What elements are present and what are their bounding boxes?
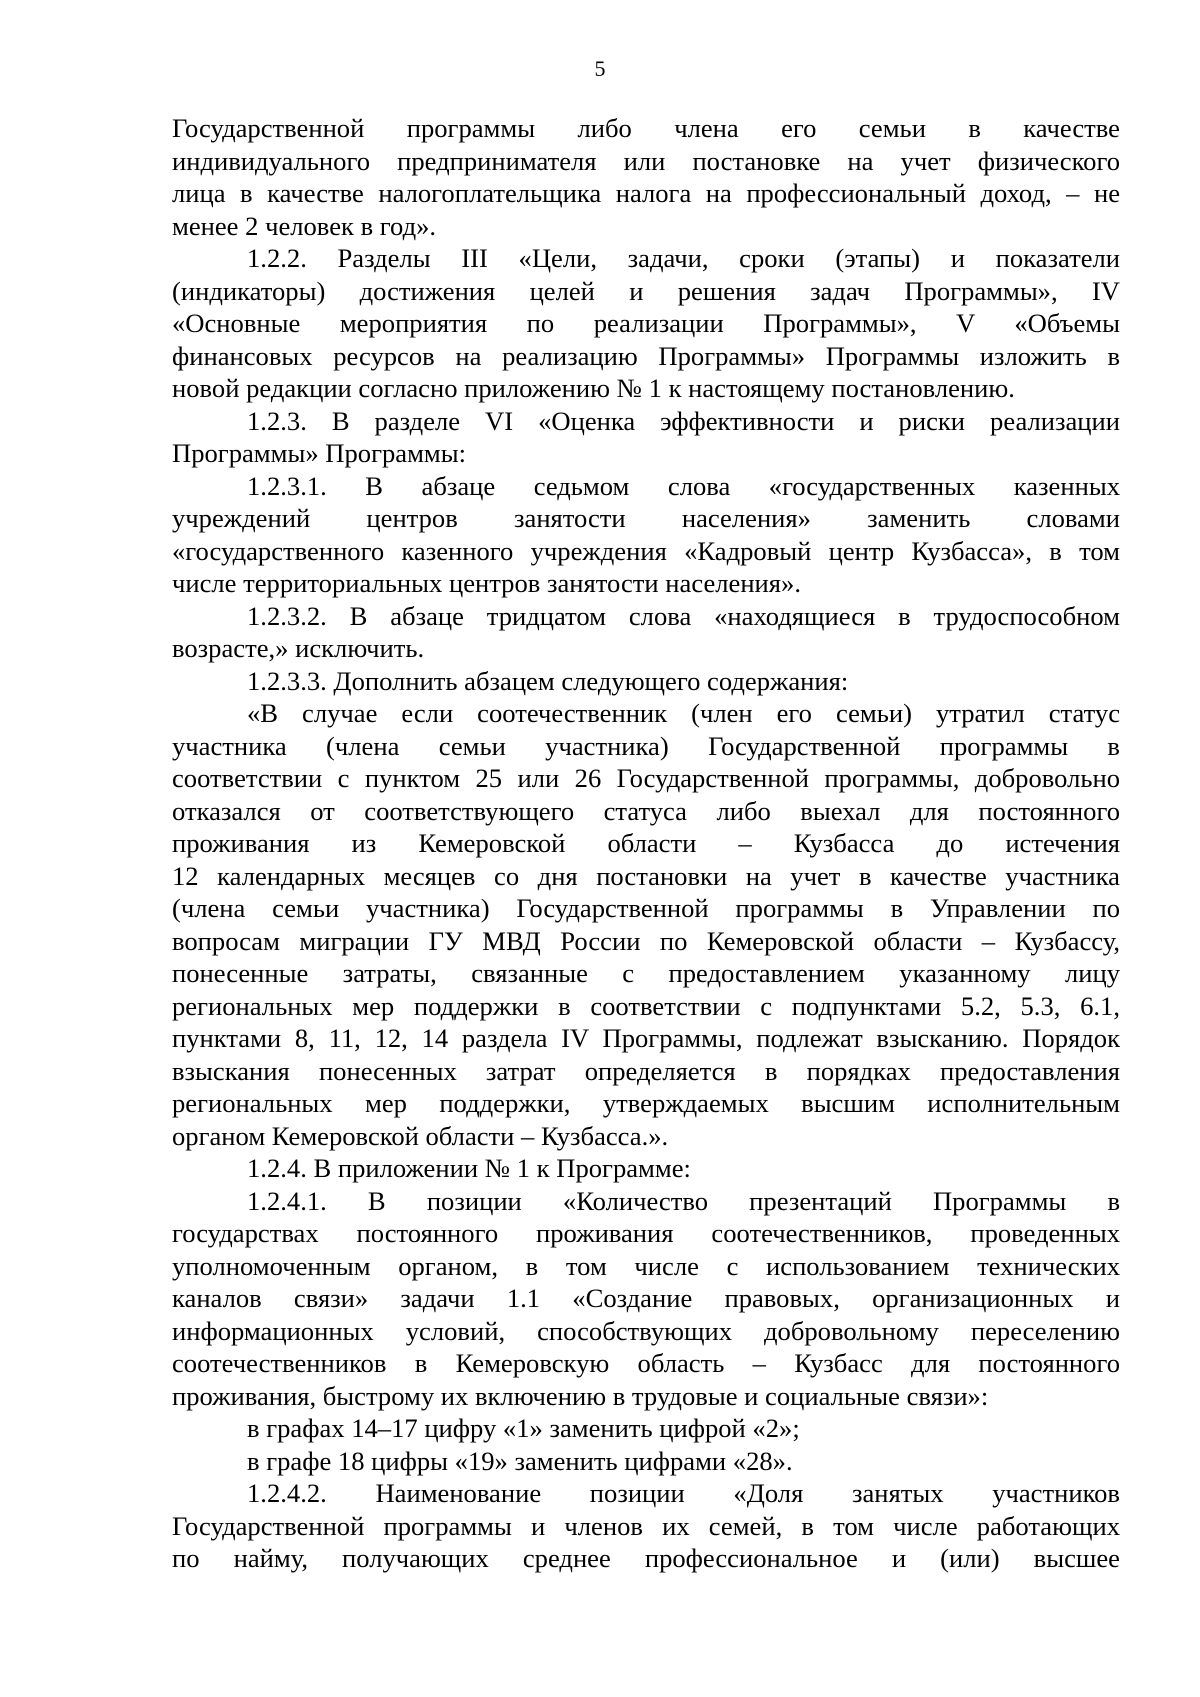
document-body	[172, 112, 1120, 1575]
text-line: информационных условий, способствующих добровольному переселению	[172, 1315, 1120, 1346]
paragraph-p5	[172, 665, 1120, 698]
text-line: по найму, получающих среднее профессиональное и (или) высшее	[172, 1543, 1120, 1573]
text-line: в графах 14–17 цифру «1» заменить цифрой «2»;	[247, 1413, 800, 1443]
paragraph-p7	[172, 1152, 1120, 1185]
paragraph-p9	[172, 1412, 1120, 1445]
text-line: финансовых ресурсов на реализацию Программы» Программы изложить в	[172, 340, 1120, 371]
text-line: индивидуального предпринимателя или постановке на учет физического	[172, 145, 1120, 176]
paragraph-p0	[172, 112, 1120, 242]
paragraph-p4	[172, 600, 1120, 665]
text-line: числе территориальных центров занятости населения».	[172, 568, 801, 598]
paragraph-p8	[172, 1185, 1120, 1413]
text-line: (члена семьи участника) Государственной программы в Управлении по	[172, 893, 1120, 923]
text-line: участника (члена семьи участника) Государственной программы в	[172, 730, 1120, 761]
text-line: каналов связи» задачи 1.1 «Создание правовых, организационных и	[172, 1283, 1120, 1313]
text-line: органом Кемеровской области – Кузбасса.».	[172, 1120, 669, 1151]
text-line: учреждений центров занятости населения» заменить словами	[172, 503, 1120, 533]
text-line: вопросам миграции ГУ МВД России по Кемеровской области – Кузбассу,	[172, 925, 1120, 956]
text-line: 1.2.4.2. Наименование позиции «Доля занятых участников	[247, 1478, 1120, 1508]
text-line: «Основные мероприятия по реализации Программы», V «Объемы	[172, 308, 1120, 338]
text-line: «В случае если соотечественник (член его семьи) утратил статус	[247, 698, 1120, 728]
text-line: соответствии с пунктом 25 или 26 Государственной программы, добровольно	[172, 763, 1120, 793]
text-line: менее 2 человек в год».	[172, 210, 437, 241]
text-line: проживания из Кемеровской области – Кузбасса до истечения	[172, 828, 1120, 858]
paragraph-p11	[172, 1477, 1120, 1575]
text-line: пунктами 8, 11, 12, 14 раздела IV Программы, подлежат взысканию. Порядок	[172, 1023, 1120, 1053]
text-line: региональных мер поддержки в соответствии с подпунктами 5.2, 5.3, 6.1,	[172, 990, 1120, 1021]
paragraph-p1	[172, 242, 1120, 405]
text-line: новой редакции согласно приложению № 1 к настоящему постановлению.	[172, 373, 1015, 403]
text-line: 1.2.2. Разделы III «Цели, задачи, сроки (этапы) и показатели	[247, 243, 1120, 273]
text-line: региональных мер поддержки, утверждаемых высшим исполнительным	[172, 1088, 1120, 1118]
text-line: Государственной программы либо члена его семьи в качестве	[172, 113, 1120, 143]
text-line: 1.2.3.2. В абзаце тридцатом слова «находящиеся в трудоспособном	[247, 600, 1120, 631]
text-line: «государственного казенного учреждения «Кадровый центр Кузбасса», в том	[172, 535, 1120, 566]
paragraph-p2	[172, 405, 1120, 470]
text-line: 1.2.3. В разделе VI «Оценка эффективности и риски реализации	[247, 405, 1120, 436]
page-number: 5	[594, 56, 606, 81]
text-line: 12 календарных месяцев со дня постановки на учет в качестве участника	[172, 860, 1120, 891]
text-line: Программы» Программы:	[172, 438, 466, 468]
text-line: 1.2.4.1. В позиции «Количество презентаций Программы в	[247, 1185, 1120, 1216]
text-line: отказался от соответствующего статуса либо выехал для постоянного	[172, 795, 1120, 826]
paragraph-p6	[172, 697, 1120, 1152]
text-line: 1.2.3.1. В абзаце седьмом слова «государственных казенных	[247, 470, 1120, 501]
text-line: проживания, быстрому их включению в трудовые и социальные связи»:	[172, 1380, 989, 1411]
text-line: понесенные затраты, связанные с предоставлением указанному лицу	[172, 958, 1120, 988]
text-line: 1.2.3.3. Дополнить абзацем следующего содержания:	[247, 665, 849, 696]
paragraph-p3	[172, 470, 1120, 600]
text-line: лица в качестве налогоплательщика налога на профессиональный доход, – не	[172, 178, 1120, 208]
text-line: взыскания понесенных затрат определяется в порядках предоставления	[172, 1055, 1120, 1086]
text-line: государствах постоянного проживания соотечественников, проведенных	[172, 1218, 1120, 1248]
text-line: (индикаторы) достижения целей и решения задач Программы», IV	[172, 275, 1120, 306]
text-line: возрасте,» исключить.	[172, 633, 425, 663]
text-line: уполномоченным органом, в том числе с использованием технических	[172, 1250, 1120, 1281]
text-line: 1.2.4. В приложении № 1 к Программе:	[247, 1153, 691, 1183]
text-line: в графе 18 цифры «19» заменить цифрами «28».	[247, 1445, 793, 1476]
text-line: Государственной программы и членов их семей, в том числе работающих	[172, 1510, 1120, 1541]
text-line: соотечественников в Кемеровскую область – Кузбасс для постоянного	[172, 1348, 1120, 1378]
paragraph-p10	[172, 1445, 1120, 1478]
